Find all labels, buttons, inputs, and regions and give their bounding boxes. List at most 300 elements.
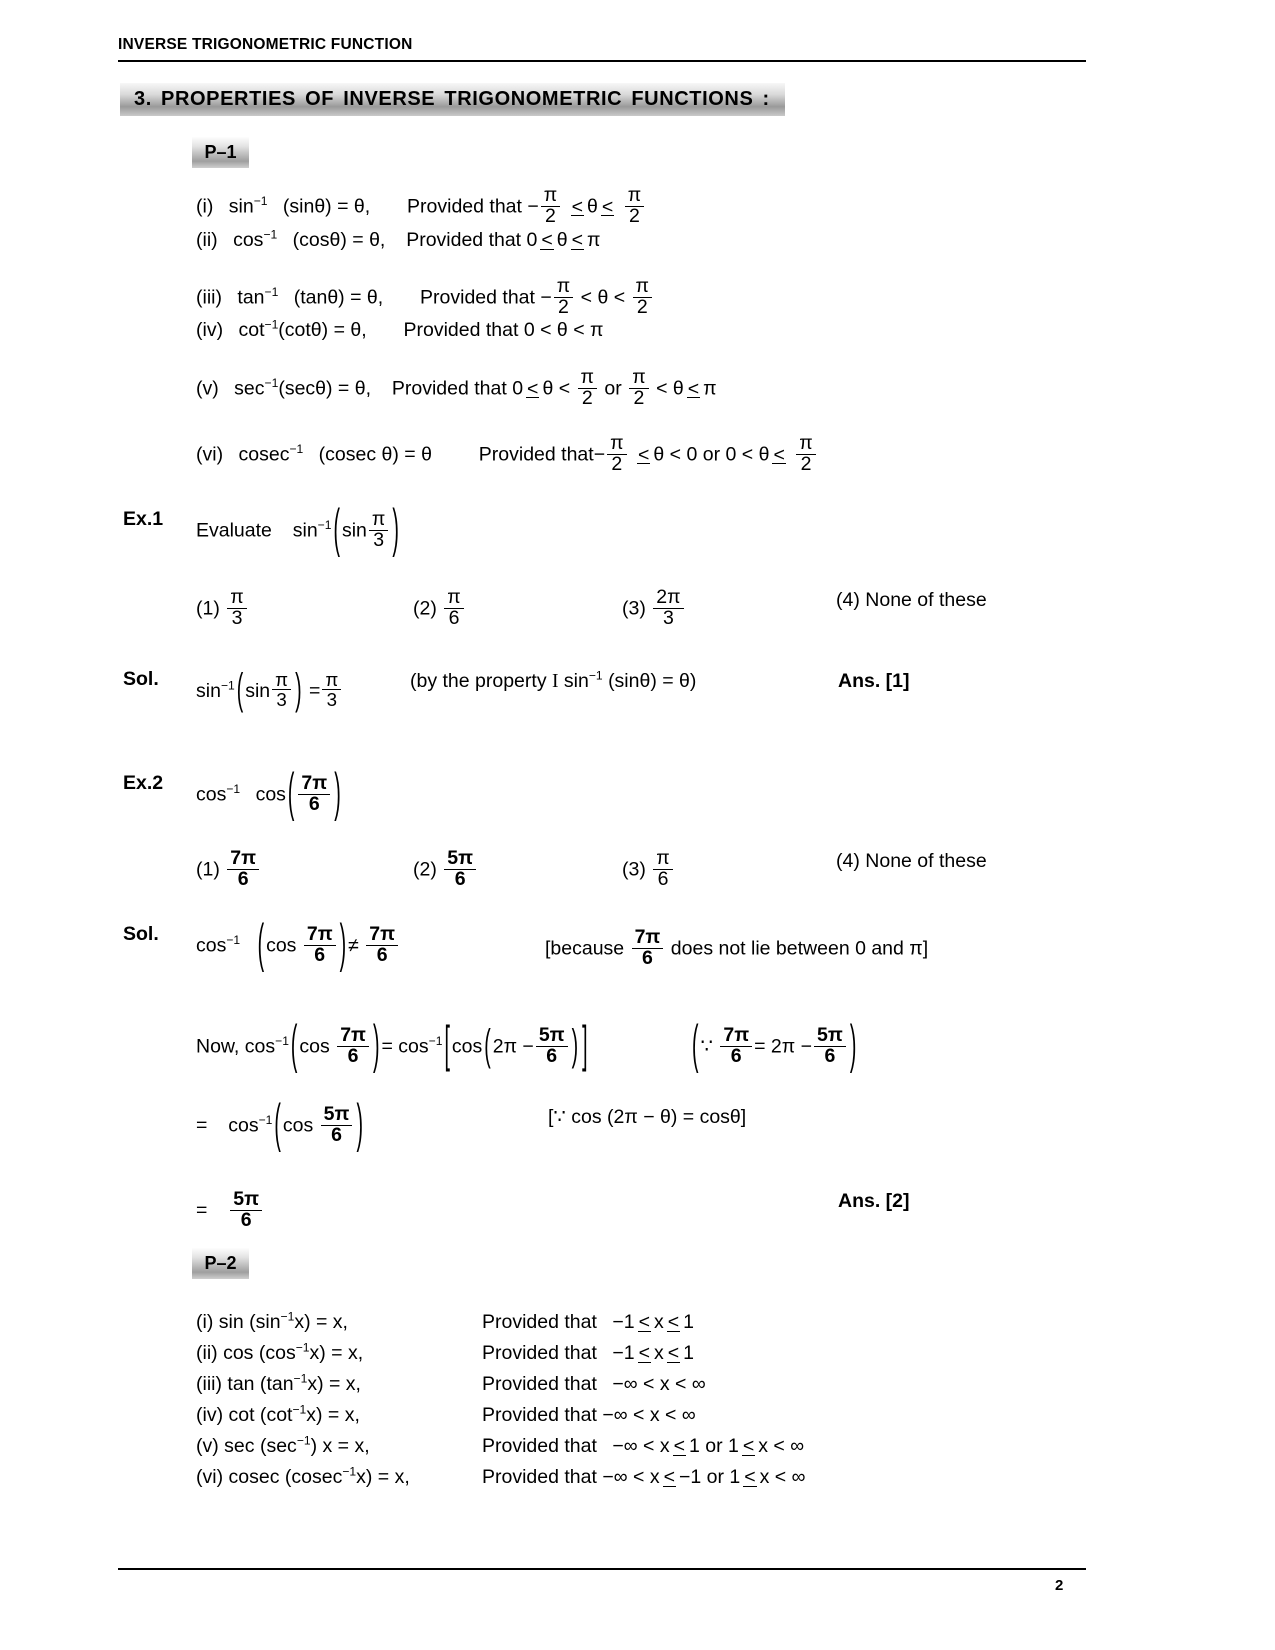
- p2-item-1-outer: sin: [218, 1311, 244, 1333]
- right-paren: ): [392, 499, 399, 559]
- ex1-option-4-text: None of these: [865, 589, 987, 611]
- ex2-option-4: [836, 852, 987, 872]
- p1-item-6-provided: Provided that: [478, 443, 594, 466]
- ex1-option-4: [836, 591, 987, 611]
- ex2-line4-equals: =: [196, 1199, 208, 1222]
- p2-item-2-outer: cos: [223, 1342, 254, 1364]
- p2-item-1-marker: (i): [196, 1311, 214, 1333]
- inverse-exponent: −1: [253, 194, 268, 209]
- footer-rule: [118, 1568, 1086, 1570]
- p2-item-1-provided: Provided that: [482, 1311, 597, 1333]
- ex1-answer: Ans. [1]: [838, 670, 910, 692]
- p2-item-4-inner: cot: [266, 1404, 293, 1426]
- not-equals-sign: ≠: [348, 934, 359, 957]
- ex1-label: Ex.1: [123, 508, 164, 530]
- ex2-sol-line1-note: [545, 928, 928, 969]
- numerator: 2π: [656, 586, 681, 608]
- ex1-sol-inner-fn: sin: [245, 680, 271, 703]
- ex2-option-3: [622, 849, 675, 890]
- ex2-line2-fn2: cos: [398, 1035, 429, 1058]
- left-paren: (: [257, 914, 265, 974]
- p1-item-5-fn: sec: [234, 377, 265, 400]
- denominator: 3: [272, 689, 291, 709]
- p2-item-6-arg: x: [356, 1466, 366, 1488]
- p2-item-2-result: = x,: [331, 1342, 364, 1364]
- p2-item-6-inner: cosec: [291, 1466, 343, 1488]
- ex2-line2-inner2: cos: [451, 1035, 483, 1058]
- numerator: π: [371, 508, 386, 530]
- ex2-sol-line2-aside: [690, 1015, 858, 1075]
- left-paren: (: [274, 1094, 281, 1154]
- ex2-sol-line3-note: [∵ cos (2π − θ) = cosθ]: [548, 1106, 747, 1128]
- p2-item-1: (i) $\sin (\sin^{-1}x) = x$,: [196, 1309, 348, 1333]
- fraction-pi-over-2: [554, 277, 573, 318]
- fraction: [321, 1105, 353, 1146]
- p2-item-2: (ii) $\cos (\cos^{-1}x) = x$,: [196, 1340, 364, 1364]
- p1-item-2-fn: cos: [233, 229, 264, 251]
- p2-item-2-condition: Provided that −1 < x < 1: [482, 1342, 694, 1364]
- right-paren: ): [339, 914, 347, 974]
- ex1-sol-note-fn: sin: [563, 670, 589, 692]
- fraction: [337, 1026, 369, 1067]
- leq-sign: <: [673, 1435, 685, 1457]
- numerator: 7π: [340, 1024, 366, 1046]
- denominator: 6: [337, 1046, 369, 1067]
- p1-item-6-var: θ: [653, 443, 665, 466]
- numerator: 7π: [301, 772, 328, 794]
- leq-sign: <: [687, 377, 700, 400]
- p1-item-4-theta: θ: [350, 319, 362, 341]
- p1-item-3-marker: (iii): [196, 286, 222, 309]
- inverse-exponent: −1: [293, 1371, 308, 1386]
- inverse-exponent: −1: [292, 1402, 307, 1417]
- denominator: 6: [227, 869, 259, 890]
- ex2-option-2: [413, 849, 478, 890]
- inverse-exponent: −1: [263, 227, 278, 242]
- p1-item-5-var: θ: [542, 377, 554, 400]
- zero: 0: [725, 443, 737, 466]
- denominator: 3: [653, 608, 683, 629]
- zero: 0: [523, 319, 535, 341]
- ex1-sol-fn: sin: [196, 680, 221, 703]
- denominator: 2: [578, 388, 597, 409]
- p2-item-5-marker: (v): [196, 1435, 219, 1457]
- page-number: 2: [1055, 1577, 1064, 1594]
- ex1-prompt: Evaluate: [196, 519, 272, 542]
- denominator: 2: [629, 388, 648, 409]
- p1-item-3-var: θ: [597, 286, 609, 309]
- leq-sign: <: [571, 195, 584, 218]
- p1-item-6-fn: cosec: [238, 443, 290, 466]
- fraction: [444, 588, 463, 629]
- p2-item-1-inner: sin: [255, 1311, 281, 1333]
- denominator: 6: [298, 794, 330, 815]
- p2-item-6: (vi) cosec (cosec$^{-1}$x) = x,: [196, 1464, 410, 1488]
- denominator: 6: [814, 1046, 846, 1067]
- p2-item-4-provided: Provided that: [482, 1404, 597, 1426]
- ex1-sol-label: Sol.: [123, 668, 159, 690]
- ex1-sol-note-open: (by the property: [410, 670, 547, 692]
- ex2-option-1-marker: (1): [196, 858, 220, 881]
- denominator: 6: [632, 948, 664, 969]
- numerator: 5π: [233, 1188, 260, 1210]
- fraction-pi-over-2: [629, 368, 648, 409]
- fraction: [653, 849, 672, 890]
- fraction-pi-over-2: [541, 186, 560, 227]
- p2-item-6-result: = x,: [377, 1466, 410, 1488]
- denominator: 2: [541, 206, 560, 227]
- numerator: π: [610, 432, 624, 454]
- p1-item-1-inner: sinθ: [289, 195, 326, 218]
- fraction: [720, 1026, 752, 1067]
- property-badge-p1: P–1: [192, 137, 249, 168]
- fraction: [814, 1026, 846, 1067]
- ex2-line3-equals: =: [196, 1114, 208, 1137]
- inverse-exponent: −1: [588, 668, 603, 683]
- ex2-option-4-marker: (4): [836, 850, 860, 872]
- leq-sign: <: [527, 377, 539, 400]
- p1-item-2-inner: cosθ: [299, 229, 341, 251]
- p2-item-3-result: = x,: [329, 1373, 361, 1395]
- right-paren: ): [372, 1015, 380, 1075]
- inverse-exponent: −1: [264, 317, 279, 332]
- ex2-line3-fn: cos: [228, 1114, 259, 1137]
- denominator: 6: [444, 869, 476, 890]
- fraction: [322, 670, 341, 709]
- left-paren: (: [333, 499, 340, 559]
- left-paren: (: [236, 665, 244, 715]
- left-paren: (: [692, 1015, 699, 1075]
- inverse-exponent: −1: [258, 1113, 273, 1128]
- fraction: [230, 1190, 262, 1231]
- fraction: [653, 588, 683, 629]
- ex2-note-pre: [because: [545, 937, 625, 960]
- numerator: 5π: [817, 1024, 843, 1046]
- fraction: [536, 1026, 568, 1067]
- fraction: [444, 849, 476, 890]
- left-paren: (: [484, 1020, 491, 1071]
- ex2-line2-equals: =: [381, 1035, 393, 1058]
- p2-item-1-arg: x: [294, 1311, 305, 1333]
- right-paren: ): [571, 1020, 579, 1071]
- inverse-exponent: −1: [275, 1034, 289, 1049]
- p1-item-5-theta: θ: [354, 377, 366, 400]
- denominator: 6: [321, 1125, 353, 1146]
- ex2-label: Ex.2: [123, 772, 164, 794]
- section-title-bar: [120, 83, 785, 116]
- numerator: π: [275, 669, 289, 690]
- leq-sign: <: [601, 195, 614, 218]
- leq-sign: <: [637, 443, 650, 466]
- numerator: π: [543, 184, 558, 206]
- leq-sign: <: [663, 1466, 675, 1488]
- denominator: 3: [227, 608, 246, 629]
- property-roman-numeral: I: [552, 671, 559, 692]
- section-title: 3. PROPERTIES OF INVERSE TRIGONOMETRIC FUNCTIONS :: [134, 88, 770, 110]
- numerator: π: [799, 432, 813, 454]
- p1-item-5-inner: secθ: [284, 377, 327, 400]
- ex2-sol-inner-fn: cos: [266, 934, 297, 957]
- fraction-pi-over-2: [633, 277, 652, 318]
- p2-item-4-arg: x: [306, 1404, 316, 1426]
- left-paren: (: [287, 763, 295, 823]
- inverse-exponent: −1: [280, 1309, 295, 1324]
- denominator: 6: [720, 1046, 752, 1067]
- denominator: 2: [796, 454, 815, 475]
- p1-item-4-marker: (iv): [196, 319, 224, 341]
- p1-item-1-theta: θ: [353, 195, 365, 218]
- p1-item-4-inner: cotθ: [284, 319, 322, 341]
- p1-item-2-marker: (ii): [196, 229, 218, 251]
- ex2-sol-line1: [196, 914, 400, 974]
- p1-item-6: (vi) cosec$^{-1}$ (cosec θ) = θ Provided that− $\frac{\pi}{2}$ < θ < 0 or 0 < θ < $\frac{\pi}{2}$: [196, 434, 818, 475]
- numerator: π: [325, 669, 339, 690]
- p2-item-6-outer: cosec: [228, 1466, 280, 1488]
- or-word: or: [604, 377, 622, 400]
- ex2-statement: [196, 763, 343, 823]
- p2-item-1-condition: Provided that −1 < x < 1: [482, 1311, 694, 1333]
- p2-item-3-marker: (iii): [196, 1373, 222, 1395]
- ex2-sol-line4: [196, 1190, 264, 1231]
- denominator: 6: [444, 608, 463, 629]
- numerator: 7π: [634, 926, 661, 948]
- leq-sign: <: [667, 1311, 680, 1333]
- denominator: 2: [554, 297, 573, 318]
- p1-item-3-provided: Provided that: [420, 286, 535, 309]
- ex2-line2-fn: cos: [244, 1035, 276, 1058]
- p2-item-2-provided: Provided that: [482, 1342, 597, 1364]
- inverse-exponent: −1: [289, 442, 304, 457]
- p1-item-5-provided: Provided that: [391, 377, 507, 400]
- p2-item-6-provided: Provided that: [482, 1466, 597, 1488]
- fraction-pi-over-2: [625, 186, 644, 227]
- p2-item-3-provided: Provided that: [482, 1373, 597, 1395]
- inverse-exponent: −1: [226, 933, 241, 948]
- numerator: 7π: [723, 1024, 750, 1046]
- leq-sign: <: [571, 229, 584, 251]
- p1-item-6-var2: θ: [758, 443, 770, 466]
- aside-equals: = 2π −: [754, 1035, 813, 1058]
- inverse-exponent: −1: [317, 518, 332, 533]
- p2-item-4-cond: −∞ < x < ∞: [602, 1404, 696, 1426]
- right-paren: ): [295, 665, 302, 715]
- p2-item-4-result: = x,: [327, 1404, 360, 1426]
- numerator: 5π: [447, 847, 474, 869]
- numerator: π: [656, 847, 670, 869]
- pi: π: [703, 377, 717, 400]
- leq-sign: <: [638, 1311, 650, 1333]
- numerator: 5π: [538, 1024, 565, 1046]
- p2-item-2-arg: x: [309, 1342, 320, 1364]
- ex1-sol-note-body: (sinθ) = θ): [608, 670, 697, 692]
- p1-item-5-marker: (v): [196, 377, 219, 400]
- ex2-outer-fn: cos: [196, 783, 227, 806]
- fraction: [272, 670, 291, 709]
- ex1-sol-note: [410, 668, 697, 692]
- fraction-pi-over-2: [607, 434, 626, 475]
- ex1-sol-equals: =: [308, 680, 321, 703]
- ex2-sol-line2: [196, 1015, 590, 1075]
- ex1-option-2: [413, 588, 466, 629]
- ex2-option-4-text: None of these: [865, 850, 987, 872]
- p1-item-1-var: θ: [587, 195, 598, 218]
- p2-item-3-outer: tan: [227, 1373, 255, 1395]
- p1-item-4-provided: Provided that: [403, 319, 519, 341]
- p2-item-2-inner: cos: [265, 1342, 296, 1364]
- leq-sign: <: [742, 1435, 755, 1457]
- leq-sign: <: [638, 1342, 650, 1364]
- p2-item-6-marker: (vi): [196, 1466, 224, 1488]
- denominator: 2: [625, 206, 644, 227]
- numerator: π: [447, 586, 461, 608]
- fraction-pi-over-2: [578, 368, 597, 409]
- p1-item-3-fn: tan: [237, 286, 265, 309]
- p1-item-2-provided: Provided that: [406, 229, 522, 251]
- inverse-exponent: −1: [264, 376, 279, 391]
- fraction: [227, 849, 259, 890]
- p2-item-5-outer: sec: [224, 1435, 255, 1457]
- inverse-exponent: −1: [296, 1433, 311, 1448]
- inverse-exponent: −1: [342, 1464, 357, 1479]
- fraction: [366, 925, 398, 966]
- ex1-option-1-marker: (1): [196, 597, 220, 620]
- p2-item-5-inner: sec: [266, 1435, 297, 1457]
- ex2-line2-inner: cos: [299, 1035, 330, 1058]
- p1-item-6-theta: θ: [421, 443, 432, 466]
- p2-item-5-provided: Provided that: [482, 1435, 597, 1457]
- fraction-pi-over-2: [796, 434, 815, 475]
- p1-item-4-var: θ: [556, 319, 568, 341]
- p2-item-3: (iii) $\tan (\tan^{-1}x) = x$,: [196, 1371, 361, 1395]
- fraction-pi-over-3: [369, 510, 388, 551]
- p2-item-4: (iv) $\cot (\cot^{-1}x) = x$,: [196, 1402, 360, 1426]
- p2-item-5: (v) $\sec (\sec^{-1}) x = x$,: [196, 1433, 370, 1457]
- numerator: π: [556, 275, 571, 297]
- p1-item-5-var2: θ: [672, 377, 684, 400]
- ex2-line3-inner: cos: [282, 1114, 314, 1137]
- denominator: 3: [322, 689, 341, 709]
- right-paren: ): [356, 1094, 363, 1154]
- p2-item-2-marker: (ii): [196, 1342, 218, 1364]
- p1-item-5: (v) $\sec^{-1}(\sec\theta) = \theta$, Provided that 0 < θ < $\frac{\pi}{2}$ or $\frac{\pi}{2}$ < θ < π: [196, 366, 717, 409]
- ex2-sol-fn: cos: [196, 934, 227, 957]
- inverse-exponent: −1: [264, 285, 279, 300]
- denominator: 3: [369, 530, 388, 551]
- p2-item-4-outer: cot: [228, 1404, 255, 1426]
- numerator: 7π: [369, 923, 396, 945]
- p1-item-3-inner: tanθ: [300, 286, 339, 309]
- p2-item-3-condition: [482, 1375, 706, 1395]
- inverse-exponent: −1: [428, 1034, 443, 1049]
- ex2-sol-label: Sol.: [123, 923, 159, 945]
- denominator: 6: [536, 1046, 568, 1067]
- p2-item-5-result: x = x,: [322, 1435, 370, 1457]
- p1-item-2: (ii) $\cos^{-1} (\cos\theta) = \theta$, Provided that 0 < θ < π: [196, 227, 601, 251]
- fraction: [304, 925, 336, 966]
- p1-item-6-inner: cosec θ: [325, 443, 393, 466]
- numerator: π: [635, 275, 649, 297]
- inverse-exponent: −1: [226, 782, 241, 797]
- pi: π: [587, 229, 601, 251]
- p1-item-2-var: θ: [556, 229, 568, 251]
- left-paren: (: [290, 1015, 298, 1075]
- ex2-answer: Ans. [2]: [838, 1190, 910, 1212]
- running-head: INVERSE TRIGONOMETRIC FUNCTION: [118, 36, 413, 53]
- inverse-exponent: −1: [220, 678, 235, 693]
- ex2-sol-line3: [196, 1094, 365, 1154]
- numerator: π: [580, 366, 594, 388]
- ex2-note-post: does not lie between 0 and π]: [670, 937, 929, 960]
- right-paren: ): [849, 1015, 857, 1075]
- p2-item-4-marker: (iv): [196, 1404, 224, 1426]
- leq-sign: <: [541, 229, 553, 251]
- denominator: 6: [304, 945, 336, 966]
- ex1-option-3: [622, 588, 686, 629]
- p2-item-4-condition: [482, 1406, 696, 1426]
- p2-item-5-condition: Provided that −∞ < x < 1 or 1 < x < ∞: [482, 1435, 805, 1457]
- ex2-option-3-marker: (3): [622, 858, 646, 881]
- property-badge-p2: P–2: [192, 1248, 249, 1279]
- leq-sign: <: [667, 1342, 680, 1364]
- ex1-option-4-marker: (4): [836, 589, 860, 611]
- numerator: 7π: [230, 847, 257, 869]
- denominator: 2: [607, 454, 626, 475]
- because-symbol: ∵: [700, 1035, 713, 1058]
- ex2-inner-fn: cos: [255, 783, 286, 806]
- ex2-option-1: [196, 849, 261, 890]
- right-bracket: ]: [582, 1017, 588, 1074]
- inverse-exponent: −1: [295, 1340, 310, 1355]
- fraction: [227, 588, 246, 629]
- or-word: or: [702, 443, 721, 466]
- denominator: 6: [230, 1210, 262, 1231]
- p1-item-1-fn: sin: [228, 195, 254, 218]
- p2-item-1-result: = x,: [316, 1311, 348, 1333]
- ex1-statement: [196, 499, 401, 559]
- ex1-outer-fn: sin: [292, 519, 318, 542]
- zero: 0: [686, 443, 698, 466]
- fraction: [632, 928, 664, 969]
- right-paren: ): [334, 763, 341, 823]
- ex2-two-pi-minus: 2π −: [492, 1035, 534, 1058]
- numerator: 5π: [323, 1103, 350, 1125]
- ex1-option-1: [196, 588, 249, 629]
- ex1-inner-fn: sin: [341, 519, 367, 542]
- p2-item-3-arg: x: [307, 1373, 318, 1395]
- p2-item-6-condition: Provided that −∞ < x < −1 or 1 < x < ∞: [482, 1466, 806, 1488]
- p1-item-3: (iii) $\tan^{-1} (\tan\theta) = \theta$, Provided that − $\frac{\pi}{2}$ < θ < $\frac{\pi}{2}$: [196, 277, 654, 318]
- p2-item-3-cond: −∞ < x < ∞: [612, 1373, 706, 1395]
- p1-item-4-fn: cot: [238, 319, 265, 341]
- denominator: 2: [633, 297, 652, 318]
- p1-item-1: (i) $\sin^{-1} (\sin\theta) = \theta$, Provided that − $\frac{\pi}{2}$ < θ < $\frac{\pi}{2}$: [196, 186, 646, 227]
- p1-item-3-theta: θ: [366, 286, 378, 309]
- leq-sign: <: [744, 1466, 756, 1488]
- pi: π: [590, 319, 604, 341]
- ex1-option-3-marker: (3): [622, 597, 646, 620]
- leq-sign: <: [773, 443, 785, 466]
- numerator: π: [627, 184, 642, 206]
- p1-item-4: (iv) $\cot^{-1}(\cot\theta) = \theta$, Provided that 0 < θ < π: [196, 317, 604, 341]
- numerator: π: [230, 586, 244, 608]
- denominator: 6: [366, 945, 398, 966]
- fraction: [298, 774, 330, 815]
- header-rule: [118, 60, 1086, 62]
- zero: 0: [526, 229, 538, 251]
- ex2-option-2-marker: (2): [413, 858, 437, 881]
- p1-item-1-marker: (i): [196, 195, 214, 218]
- p1-item-2-theta: θ: [369, 229, 380, 251]
